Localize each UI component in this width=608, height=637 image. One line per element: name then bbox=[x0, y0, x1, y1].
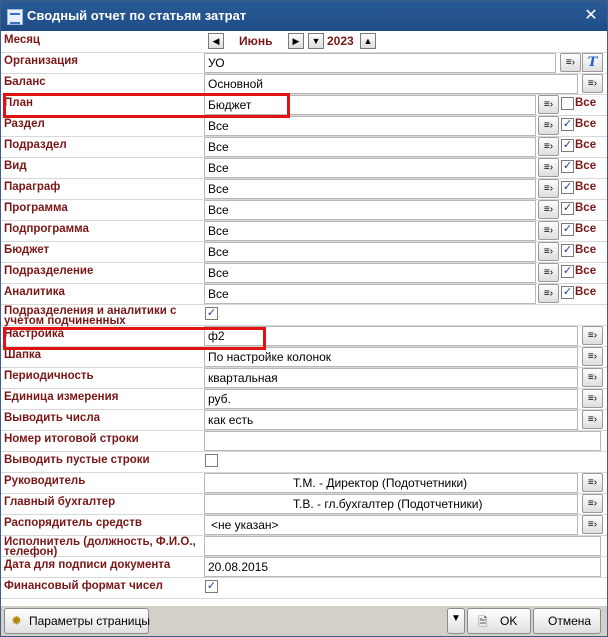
row-director bbox=[1, 472, 607, 494]
fund-manager-field[interactable] bbox=[204, 515, 578, 535]
ok-dropdown-button[interactable] bbox=[447, 608, 465, 634]
periodicity-field[interactable] bbox=[204, 368, 578, 388]
show-empty-label: Выводить пустые строки bbox=[4, 454, 150, 466]
paragraph-value: Все bbox=[208, 182, 229, 196]
analytics-all-label: Все bbox=[575, 286, 597, 298]
cancel-button[interactable] bbox=[533, 608, 601, 634]
row-periodicity bbox=[1, 367, 607, 389]
type-all-checkbox[interactable]: ✓ bbox=[562, 160, 573, 172]
organization-label: Организация bbox=[4, 55, 78, 67]
highlight-setting-row bbox=[3, 327, 266, 350]
sign-date-value: 20.08.2015 bbox=[208, 560, 269, 574]
row-subsection bbox=[1, 136, 607, 158]
subprogram-value: Все bbox=[208, 224, 229, 238]
highlight-plan-row bbox=[3, 93, 290, 118]
header-label: Шапка bbox=[4, 349, 42, 361]
balance-label: Баланс bbox=[4, 76, 46, 88]
report-icon bbox=[7, 9, 23, 25]
program-label: Программа bbox=[4, 202, 68, 214]
gear-icon: ✹ bbox=[11, 613, 22, 628]
title-bar bbox=[1, 1, 607, 31]
number-output-value: как есть bbox=[208, 413, 254, 427]
budget-field[interactable] bbox=[204, 242, 536, 262]
row-number-output bbox=[1, 409, 607, 431]
analytics-field[interactable] bbox=[204, 284, 536, 304]
prev-month-button[interactable]: ◀ bbox=[208, 33, 224, 49]
subsection-label: Подраздел bbox=[4, 139, 67, 151]
setting-label: Настройка bbox=[4, 328, 64, 340]
program-value: Все bbox=[208, 203, 229, 217]
footer-bar bbox=[1, 606, 607, 636]
financial-format-label: Финансовый формат чисел bbox=[4, 580, 163, 592]
section-all-label: Все bbox=[575, 118, 597, 130]
balance-select-icon[interactable]: ≡› bbox=[582, 74, 603, 93]
row-type bbox=[1, 157, 607, 179]
section-value: Все bbox=[208, 119, 229, 133]
subprogram-all-checkbox[interactable]: ✓ bbox=[562, 223, 573, 235]
page-params-label: Параметры страницы bbox=[29, 614, 150, 628]
plan-all-checkbox[interactable] bbox=[561, 97, 574, 110]
next-month-button[interactable]: ▶ bbox=[288, 33, 304, 49]
fund-manager-select-icon[interactable]: ≡› bbox=[582, 515, 603, 534]
subsection-all-label: Все bbox=[575, 139, 597, 151]
header-value: По настройке колонок bbox=[208, 350, 332, 364]
type-label: Вид bbox=[4, 160, 27, 172]
type-all-label: Все bbox=[575, 160, 597, 172]
department-select-icon[interactable]: ≡› bbox=[538, 263, 559, 282]
type-value: Все bbox=[208, 161, 229, 175]
ok-button[interactable] bbox=[467, 608, 531, 634]
number-output-label: Выводить числа bbox=[4, 412, 101, 424]
program-all-label: Все bbox=[575, 202, 597, 214]
row-paragraph bbox=[1, 178, 607, 200]
page-params-button[interactable] bbox=[4, 608, 149, 634]
plan-select-icon[interactable]: ≡› bbox=[538, 95, 559, 114]
department-all-checkbox[interactable]: ✓ bbox=[562, 265, 573, 277]
analytics-select-icon[interactable]: ≡› bbox=[538, 284, 559, 303]
type-field[interactable] bbox=[204, 158, 536, 178]
organization-field[interactable] bbox=[204, 53, 556, 73]
subsection-field[interactable] bbox=[204, 137, 536, 157]
row-month bbox=[1, 31, 607, 53]
sign-date-label: Дата для подписи документа bbox=[4, 559, 171, 571]
paragraph-label: Параграф bbox=[4, 181, 61, 193]
row-department bbox=[1, 262, 607, 284]
program-field[interactable] bbox=[204, 200, 536, 220]
subprogram-field[interactable] bbox=[204, 221, 536, 241]
prev-year-button[interactable]: ▼ bbox=[308, 33, 324, 49]
row-organization bbox=[1, 52, 607, 74]
department-label: Подразделение bbox=[4, 265, 94, 277]
row-sign-date bbox=[1, 556, 607, 578]
close-button[interactable]: ✕ bbox=[584, 7, 598, 24]
ok-label: OK bbox=[500, 614, 518, 628]
row-budget bbox=[1, 241, 607, 263]
unit-select-icon[interactable]: ≡› bbox=[582, 389, 603, 408]
unit-field[interactable] bbox=[204, 389, 578, 409]
row-fund-manager bbox=[1, 514, 607, 536]
subprogram-label: Подпрограмма bbox=[4, 223, 89, 235]
total-line-number-label: Номер итоговой строки bbox=[4, 433, 139, 445]
analytics-value: Все bbox=[208, 287, 229, 301]
setting-select-icon[interactable]: ≡› bbox=[582, 326, 603, 345]
text-t-icon[interactable]: T bbox=[582, 53, 603, 72]
month-value: Июнь bbox=[239, 34, 273, 48]
unit-label: Единица измерения bbox=[4, 391, 119, 403]
organization-select-icon[interactable]: ≡› bbox=[560, 53, 581, 72]
row-balance bbox=[1, 73, 607, 95]
chief-accountant-value: Т.В. - гл.бухгалтер (Подотчетники) bbox=[293, 497, 483, 511]
program-select-icon[interactable]: ≡› bbox=[538, 200, 559, 219]
row-program bbox=[1, 199, 607, 221]
periodicity-value: квартальная bbox=[208, 371, 278, 385]
row-section bbox=[1, 115, 607, 137]
director-label: Руководитель bbox=[4, 475, 86, 487]
financial-format-checkbox[interactable]: ✓ bbox=[206, 580, 217, 592]
row-unit bbox=[1, 388, 607, 410]
include-subordinates-label: Подразделения и аналитики с учетом подчиненных bbox=[4, 305, 177, 327]
subprogram-select-icon[interactable]: ≡› bbox=[538, 221, 559, 240]
year-value: 2023 bbox=[327, 34, 354, 48]
executor-field[interactable] bbox=[204, 536, 601, 556]
periodicity-select-icon[interactable]: ≡› bbox=[582, 368, 603, 387]
show-empty-checkbox[interactable] bbox=[205, 454, 218, 467]
row-total-line-number bbox=[1, 430, 607, 452]
sign-date-field[interactable] bbox=[204, 557, 601, 577]
unit-value: руб. bbox=[208, 392, 231, 406]
chief-accountant-field[interactable] bbox=[204, 494, 578, 514]
month-label: Месяц bbox=[4, 34, 40, 46]
analytics-all-checkbox[interactable]: ✓ bbox=[562, 286, 573, 298]
budget-all-checkbox[interactable]: ✓ bbox=[562, 244, 573, 256]
row-subprogram bbox=[1, 220, 607, 242]
type-select-icon[interactable]: ≡› bbox=[538, 158, 559, 177]
analytics-label: Аналитика bbox=[4, 286, 65, 298]
subprogram-all-label: Все bbox=[575, 223, 597, 235]
organization-value: УО bbox=[208, 56, 225, 70]
department-all-label: Все bbox=[575, 265, 597, 277]
preview-icon: 🗎 bbox=[478, 615, 488, 629]
section-label: Раздел bbox=[4, 118, 45, 130]
executor-label: Исполнитель (должность, Ф.И.О., телефон) bbox=[4, 536, 196, 558]
subsection-value: Все bbox=[208, 140, 229, 154]
director-select-icon[interactable]: ≡› bbox=[582, 473, 603, 492]
section-select-icon[interactable]: ≡› bbox=[538, 116, 559, 135]
form-area bbox=[1, 31, 607, 606]
header-field[interactable] bbox=[204, 347, 578, 367]
number-output-select-icon[interactable]: ≡› bbox=[582, 410, 603, 429]
row-analytics bbox=[1, 283, 607, 305]
paragraph-all-label: Все bbox=[575, 181, 597, 193]
fund-manager-label: Распорядитель средств bbox=[4, 517, 142, 529]
setting-value: ф2 bbox=[208, 329, 225, 343]
total-line-number-field[interactable] bbox=[204, 431, 601, 451]
program-all-checkbox[interactable]: ✓ bbox=[562, 202, 573, 214]
window-title: Сводный отчет по статьям затрат bbox=[27, 8, 247, 23]
row-financial-format bbox=[1, 577, 607, 599]
cancel-label: Отмена bbox=[548, 614, 592, 628]
plan-value: Бюджет bbox=[208, 98, 252, 112]
header-select-icon[interactable]: ≡› bbox=[582, 347, 603, 366]
department-field[interactable] bbox=[204, 263, 536, 283]
paragraph-field[interactable] bbox=[204, 179, 536, 199]
balance-value: Основной bbox=[208, 77, 264, 91]
row-show-empty bbox=[1, 451, 607, 473]
balance-field[interactable] bbox=[204, 74, 578, 94]
budget-label: Бюджет bbox=[4, 244, 50, 256]
section-all-checkbox[interactable]: ✓ bbox=[562, 118, 573, 130]
plan-all-label: Все bbox=[575, 97, 597, 109]
budget-select-icon[interactable]: ≡› bbox=[538, 242, 559, 261]
budget-value: Все bbox=[208, 245, 229, 259]
chief-accountant-select-icon[interactable]: ≡› bbox=[582, 494, 603, 513]
section-field[interactable] bbox=[204, 116, 536, 136]
paragraph-all-checkbox[interactable]: ✓ bbox=[562, 181, 573, 193]
row-chief-accountant bbox=[1, 493, 607, 515]
chief-accountant-label: Главный бухгалтер bbox=[4, 496, 116, 508]
subsection-select-icon[interactable]: ≡› bbox=[538, 137, 559, 156]
subsection-all-checkbox[interactable]: ✓ bbox=[562, 139, 573, 151]
number-output-field[interactable] bbox=[204, 410, 578, 430]
include-subordinates-checkbox[interactable]: ✓ bbox=[206, 307, 217, 319]
periodicity-label: Периодичность bbox=[4, 370, 94, 382]
next-year-button[interactable]: ▲ bbox=[360, 33, 376, 49]
row-executor bbox=[1, 535, 607, 557]
paragraph-select-icon[interactable]: ≡› bbox=[538, 179, 559, 198]
plan-label: План bbox=[4, 97, 33, 109]
row-include-subordinates bbox=[1, 304, 607, 326]
department-value: Все bbox=[208, 266, 229, 280]
fund-manager-value: <не указан> bbox=[211, 518, 279, 532]
budget-all-label: Все bbox=[575, 244, 597, 256]
director-value: Т.М. - Директор (Подотчетники) bbox=[293, 476, 468, 490]
chevron-down-icon: ▼ bbox=[451, 613, 461, 624]
director-field[interactable] bbox=[204, 473, 578, 493]
